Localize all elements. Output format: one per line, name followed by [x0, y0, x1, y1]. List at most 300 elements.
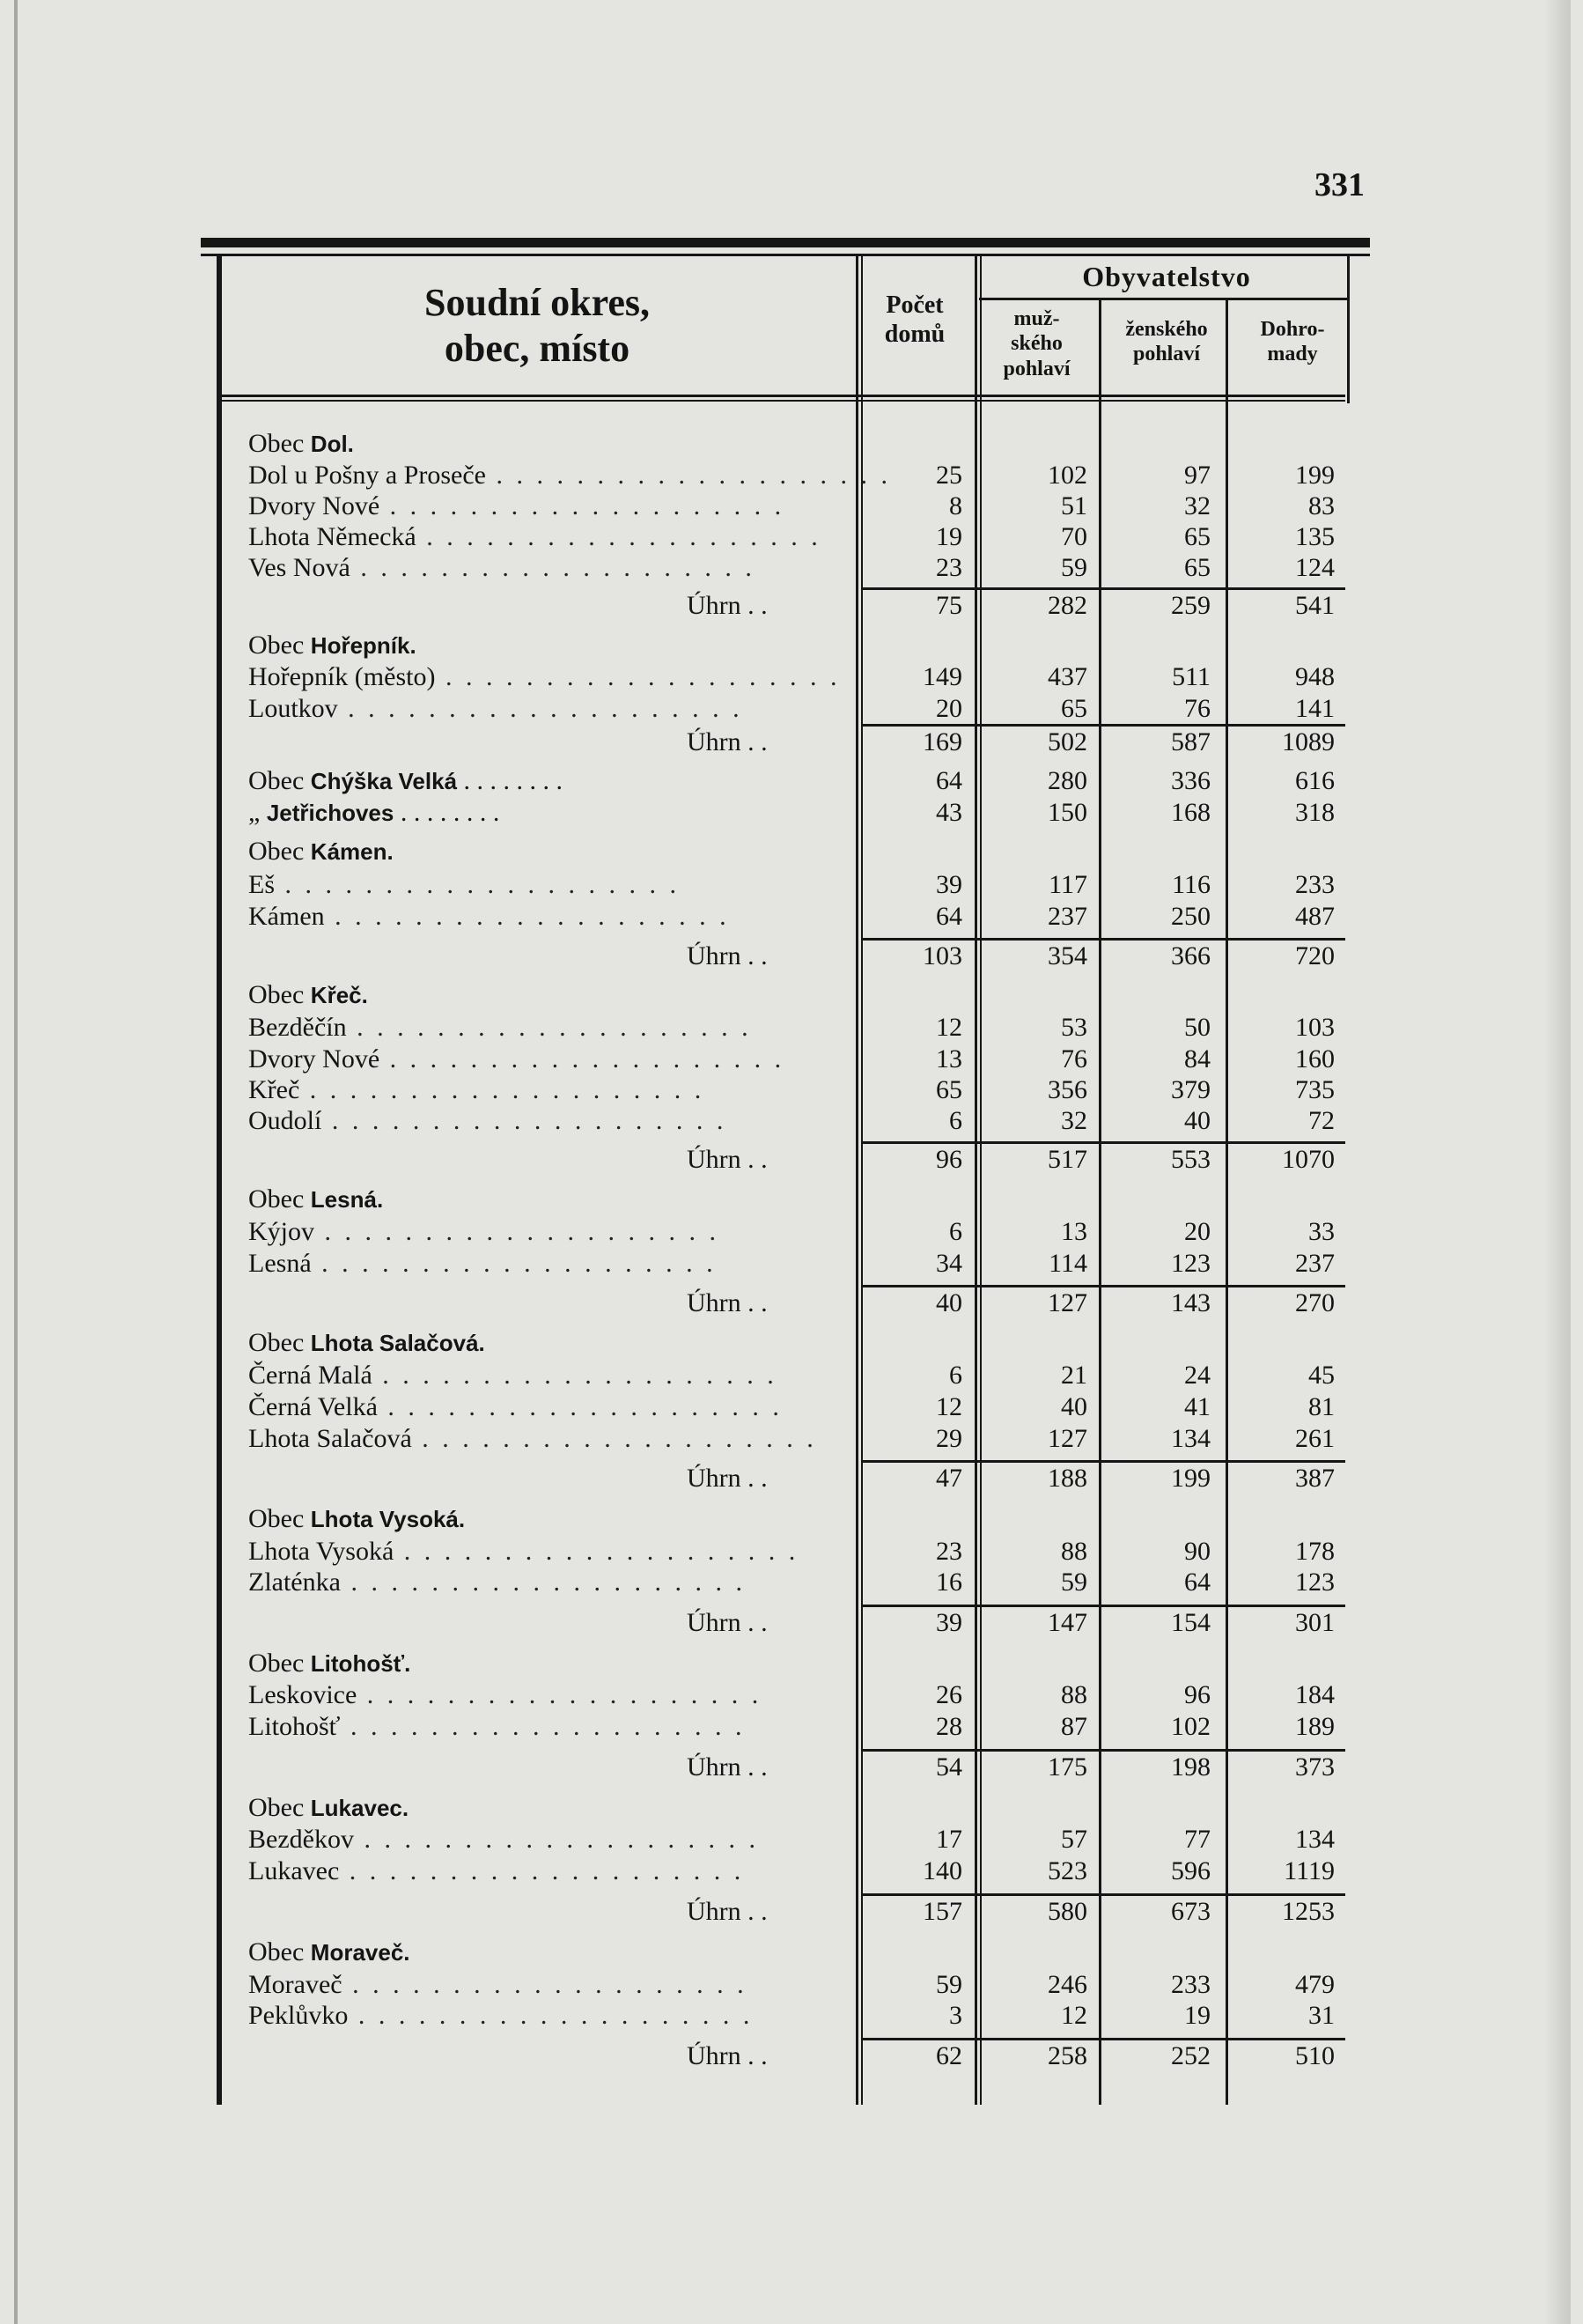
municipality-row [0, 1793, 1583, 1823]
houses-count: 149 [923, 662, 962, 691]
male-count: 175 [1048, 1752, 1087, 1782]
total-count: 45 [1308, 1361, 1335, 1390]
municipality-label [248, 837, 865, 867]
total-row [0, 941, 1583, 971]
place-name [248, 1680, 836, 1710]
table-row [0, 491, 1583, 521]
total-rule [863, 1749, 1345, 1752]
place-name [248, 461, 891, 491]
houses-count: 47 [936, 1464, 962, 1493]
leader-dots: . . . . . . . . . . . . . . . . . . . . [353, 1825, 759, 1854]
male-count: 76 [1061, 1044, 1087, 1073]
total-count: 510 [1295, 2041, 1335, 2070]
total-row [0, 2041, 1583, 2071]
female-count: 64 [1184, 1568, 1211, 1597]
header-male-col [982, 306, 1092, 381]
table-row [0, 662, 1583, 692]
leader-dots: . . . . . . . . . . . . . . . . . . . . [299, 1075, 705, 1104]
female-count: 199 [1171, 1464, 1211, 1493]
place-name-text: Bezděkov [248, 1825, 354, 1854]
total-label: Úhrn . . [687, 1897, 768, 1926]
place-name [248, 1970, 836, 2000]
municipality-row [0, 1504, 1583, 1534]
table-row [0, 1825, 1583, 1855]
total-count: 81 [1308, 1392, 1335, 1421]
male-count: 127 [1048, 1424, 1087, 1453]
municipality-name: Hořepník. [310, 632, 416, 659]
female-count: 379 [1171, 1075, 1211, 1104]
houses-count: 140 [923, 1856, 962, 1885]
total-rule [863, 1460, 1345, 1463]
male-count: 53 [1061, 1013, 1087, 1042]
male-count: 102 [1048, 461, 1087, 490]
municipality-label [248, 1184, 865, 1214]
leader-dots: . . . . . . . . . . . . . . . . . . . . [340, 1712, 746, 1741]
female-count: 336 [1171, 766, 1211, 795]
place-name-text: Kýjov [248, 1217, 314, 1246]
place-name [248, 1424, 836, 1454]
total-label: Úhrn . . [687, 941, 768, 970]
place-name-text: Hořepník (město) [248, 662, 436, 691]
leader-dots: . . . . . . . . [394, 798, 500, 827]
place-name-text: Oudolí [248, 1106, 322, 1135]
header-total-line-2: mady [1267, 343, 1318, 366]
total-count: 261 [1295, 1424, 1335, 1453]
table-top-rule-thin [201, 254, 1370, 256]
male-count: 188 [1048, 1464, 1087, 1493]
male-count: 258 [1048, 2041, 1087, 2070]
houses-count: 157 [923, 1897, 962, 1926]
leader-dots: . . . . . . . . . . . . . . . . . . . . [314, 1217, 719, 1246]
houses-count: 34 [936, 1249, 962, 1278]
total-count: 237 [1295, 1249, 1335, 1278]
total-count: 948 [1295, 662, 1335, 691]
female-count: 154 [1171, 1608, 1211, 1637]
total-rule [863, 1893, 1345, 1896]
houses-count: 169 [923, 727, 962, 756]
table-row [0, 522, 1583, 552]
total-count: 103 [1295, 1013, 1335, 1042]
municipality-row [0, 1328, 1583, 1358]
female-count: 50 [1184, 1013, 1211, 1042]
table-row [0, 1424, 1583, 1454]
total-count: 720 [1295, 941, 1335, 970]
table-row [0, 1970, 1583, 2000]
total-row [0, 1608, 1583, 1638]
total-count: 178 [1295, 1537, 1335, 1566]
male-count: 70 [1061, 522, 1087, 551]
municipality-name: Dol. [310, 431, 354, 457]
municipality-label [248, 1504, 865, 1534]
houses-count: 43 [936, 798, 962, 827]
total-count: 135 [1295, 522, 1335, 551]
place-name [248, 1217, 836, 1247]
place-name-text: Litohošť [248, 1712, 341, 1741]
total-label: Úhrn . . [687, 1464, 768, 1493]
male-count: 282 [1048, 591, 1087, 620]
total-row [0, 1288, 1583, 1318]
male-count: 88 [1061, 1680, 1087, 1709]
total-label: Úhrn . . [687, 1288, 768, 1317]
male-count: 57 [1061, 1825, 1087, 1854]
houses-count: 8 [949, 491, 962, 520]
place-name-text: Dol u Pošny a Proseče [248, 461, 486, 490]
total-rule [863, 1605, 1345, 1607]
total-count: 31 [1308, 2001, 1335, 2030]
header-name-line-1: Soudní okres, [424, 281, 650, 324]
table-row [0, 1537, 1583, 1567]
total-rule [863, 2038, 1345, 2040]
total-label: Úhrn . . [687, 591, 768, 620]
houses-count: 103 [923, 941, 962, 970]
place-name-text: Leskovice [248, 1680, 357, 1709]
total-row [0, 1464, 1583, 1494]
female-count: 40 [1184, 1106, 1211, 1135]
place-name [248, 1825, 836, 1855]
municipality-prefix: Obec [248, 1184, 311, 1214]
header-total-line-1: Dohro- [1260, 318, 1325, 341]
place-name [248, 870, 836, 900]
municipality-name: Lesná. [310, 1186, 384, 1213]
female-count: 90 [1184, 1537, 1211, 1566]
male-count: 147 [1048, 1608, 1087, 1637]
houses-count: 75 [936, 591, 962, 620]
place-name-text: Moraveč [248, 1970, 342, 1999]
municipality-prefix: Obec [248, 1328, 311, 1357]
table-row [0, 1680, 1583, 1710]
place-name [248, 553, 836, 583]
place-name-text: Lhota Vysoká [248, 1537, 394, 1566]
table-row [0, 461, 1583, 491]
female-count: 259 [1171, 591, 1211, 620]
total-rule [863, 724, 1345, 727]
municipality-label [248, 1328, 865, 1358]
total-count: 1070 [1282, 1145, 1335, 1174]
place-name-text: Dvory Nové [248, 1044, 380, 1073]
place-name [248, 902, 836, 932]
municipality-row [0, 798, 1583, 828]
male-count: 502 [1048, 727, 1087, 756]
total-count: 189 [1295, 1712, 1335, 1741]
municipality-name: Křeč. [310, 982, 368, 1008]
female-count: 366 [1171, 941, 1211, 970]
municipality-prefix: Obec [248, 1649, 311, 1678]
male-count: 40 [1061, 1392, 1087, 1421]
houses-count: 26 [936, 1680, 962, 1709]
total-count: 83 [1308, 491, 1335, 520]
leader-dots: . . . . . . . . . . . . . . . . . . . . [379, 1044, 785, 1073]
male-count: 127 [1048, 1288, 1087, 1317]
total-count: 33 [1308, 1217, 1335, 1246]
female-count: 673 [1171, 1897, 1211, 1926]
municipality-prefix: Obec [248, 631, 311, 660]
place-name [248, 1856, 836, 1886]
houses-count: 6 [949, 1361, 962, 1390]
table-row [0, 553, 1583, 583]
header-houses-line-2: domů [884, 321, 946, 349]
female-count: 233 [1171, 1970, 1211, 1999]
total-count: 301 [1295, 1608, 1335, 1637]
female-count: 134 [1171, 1424, 1211, 1453]
leader-dots: . . . . . . . . . . . . . . . . . . . . [337, 694, 743, 723]
total-count: 487 [1295, 902, 1335, 931]
place-name [248, 1013, 836, 1043]
houses-count: 62 [936, 2041, 962, 2070]
municipality-row [0, 837, 1583, 867]
male-count: 354 [1048, 941, 1087, 970]
total-count: 387 [1295, 1464, 1335, 1493]
female-count: 596 [1171, 1856, 1211, 1885]
place-name-text: Lhota Německá [248, 522, 416, 551]
houses-count: 20 [936, 694, 962, 723]
place-name-text: Černá Velká [248, 1392, 378, 1421]
municipality-name: Chýška Velká [310, 768, 458, 794]
male-count: 51 [1061, 491, 1087, 520]
female-count: 102 [1171, 1712, 1211, 1741]
total-count: 141 [1295, 694, 1335, 723]
municipality-label [248, 631, 865, 660]
total-count: 479 [1295, 1970, 1335, 1999]
female-count: 41 [1184, 1392, 1211, 1421]
male-count: 114 [1049, 1249, 1087, 1278]
municipality-row [0, 980, 1583, 1010]
municipality-row [0, 1184, 1583, 1214]
place-name-text: Bezděčín [248, 1013, 347, 1042]
table-right-rule [1347, 255, 1350, 403]
table-row [0, 1106, 1583, 1136]
total-row [0, 727, 1583, 757]
municipality-name: Jetřichoves [266, 800, 394, 826]
leader-dots: . . . . . . . . . . . . . . . . . . . . [416, 522, 821, 551]
male-count: 13 [1061, 1217, 1087, 1246]
female-count: 19 [1184, 2001, 1211, 2030]
houses-count: 17 [936, 1825, 962, 1854]
total-count: 199 [1295, 461, 1335, 490]
municipality-label [248, 1649, 865, 1678]
total-rule [863, 587, 1345, 590]
male-count: 32 [1061, 1106, 1087, 1135]
header-female-line-2: pohlaví [1132, 343, 1201, 366]
female-count: 96 [1184, 1680, 1211, 1709]
municipality-row [0, 1937, 1583, 1967]
total-count: 541 [1295, 591, 1335, 620]
male-count: 65 [1061, 694, 1087, 723]
leader-dots: . . . . . . . . . . . . . . . . . . . . [394, 1537, 799, 1566]
place-name [248, 1044, 836, 1074]
leader-dots: . . . . . . . . . . . . . . . . . . . . [411, 1424, 817, 1453]
place-name-text: Eš [248, 870, 275, 899]
houses-count: 40 [936, 1288, 962, 1317]
place-name [248, 1249, 836, 1279]
male-count: 59 [1061, 1568, 1087, 1597]
total-label: Úhrn . . [687, 1752, 768, 1782]
total-count: 1119 [1284, 1856, 1335, 1885]
header-male-line-2: ského [1011, 332, 1063, 356]
total-row [0, 1897, 1583, 1927]
male-count: 280 [1048, 766, 1087, 795]
female-count: 198 [1171, 1752, 1211, 1782]
table-row [0, 1856, 1583, 1886]
leader-dots: . . . . . . . . . . . . . . . . . . . . [339, 1856, 745, 1885]
houses-count: 29 [936, 1424, 962, 1453]
male-count: 523 [1048, 1856, 1087, 1885]
municipality-prefix: Obec [248, 837, 311, 866]
header-male-line-1: muž- [1013, 307, 1060, 330]
leader-dots: . . . . . . . . [457, 766, 563, 795]
place-name-text: Peklůvko [248, 2001, 349, 2030]
houses-count: 16 [936, 1568, 962, 1597]
municipality-label [248, 429, 865, 459]
header-bottom-rule [222, 395, 1345, 397]
male-count: 517 [1048, 1145, 1087, 1174]
houses-count: 96 [936, 1145, 962, 1174]
total-label: Úhrn . . [687, 1145, 768, 1174]
municipality-row [0, 766, 1583, 796]
female-count: 97 [1184, 461, 1211, 490]
female-count: 24 [1184, 1361, 1211, 1390]
municipality-row [0, 631, 1583, 660]
leader-dots: . . . . . . . . . . . . . . . . . . . . [377, 1392, 783, 1421]
leader-dots: . . . . . . . . . . . . . . . . . . . . [372, 1361, 777, 1390]
female-count: 511 [1172, 662, 1211, 691]
header-male-line-3: pohlaví [1003, 357, 1071, 380]
header-population: Obyvatelstvo [1082, 261, 1251, 292]
table-top-rule [201, 238, 1370, 247]
female-count: 168 [1171, 798, 1211, 827]
place-name-text: Dvory Nové [248, 491, 380, 520]
houses-count: 54 [936, 1752, 962, 1782]
municipality-name: Moraveč. [310, 1939, 410, 1966]
place-name-text: Křeč [248, 1075, 300, 1104]
houses-count: 6 [949, 1217, 962, 1246]
female-count: 65 [1184, 522, 1211, 551]
leader-dots: . . . . . . . . . . . . . . . . . . . . [350, 553, 755, 582]
municipality-prefix: Obec [248, 429, 311, 458]
municipality-label [248, 766, 865, 796]
total-count: 124 [1295, 553, 1335, 582]
total-count: 184 [1295, 1680, 1335, 1709]
houses-count: 3 [949, 2001, 962, 2030]
table-row [0, 1361, 1583, 1391]
total-count: 72 [1308, 1106, 1335, 1135]
houses-count: 12 [936, 1013, 962, 1042]
total-count: 1089 [1282, 727, 1335, 756]
houses-count: 39 [936, 1608, 962, 1637]
header-houses-col [867, 291, 962, 349]
total-row [0, 591, 1583, 621]
place-name [248, 1537, 836, 1567]
total-count: 233 [1295, 870, 1335, 899]
houses-count: 13 [936, 1044, 962, 1073]
leader-dots: . . . . . . . . . . . . . . . . . . . . [340, 1568, 746, 1597]
houses-count: 23 [936, 1537, 962, 1566]
houses-count: 28 [936, 1712, 962, 1741]
female-count: 65 [1184, 553, 1211, 582]
total-rule [863, 1285, 1345, 1287]
houses-count: 19 [936, 522, 962, 551]
header-female-col [1105, 317, 1228, 367]
place-name-text: Zlaténka [248, 1568, 341, 1597]
male-count: 437 [1048, 662, 1087, 691]
header-name-col [352, 280, 722, 372]
houses-count: 39 [936, 870, 962, 899]
female-count: 143 [1171, 1288, 1211, 1317]
place-name-text: Loutkov [248, 694, 338, 723]
header-female-line-1: ženského [1125, 318, 1208, 341]
total-rule [863, 938, 1345, 941]
place-name [248, 694, 836, 724]
female-count: 123 [1171, 1249, 1211, 1278]
table-row [0, 902, 1583, 932]
table-row [0, 1249, 1583, 1279]
leader-dots: . . . . . . . . . . . . . . . . . . . . [357, 1680, 762, 1709]
total-count: 123 [1295, 1568, 1335, 1597]
place-name [248, 491, 836, 521]
table-row [0, 1044, 1583, 1074]
houses-count: 64 [936, 902, 962, 931]
total-count: 160 [1295, 1044, 1335, 1073]
female-count: 116 [1172, 870, 1211, 899]
municipality-row [0, 429, 1583, 459]
table-row [0, 1392, 1583, 1422]
header-population-rule [979, 298, 1349, 300]
place-name [248, 1075, 836, 1105]
header-houses-line-1: Počet [886, 291, 944, 319]
male-count: 12 [1061, 2001, 1087, 2030]
leader-dots: . . . . . . . . . . . . . . . . . . . . [321, 1106, 727, 1135]
header-bottom-rule-2 [222, 400, 1345, 402]
place-name [248, 1106, 836, 1136]
place-name [248, 1568, 836, 1597]
municipality-prefix: „ [248, 798, 267, 827]
total-label: Úhrn . . [687, 1608, 768, 1637]
table-row [0, 1075, 1583, 1105]
male-count: 150 [1048, 798, 1087, 827]
total-count: 134 [1295, 1825, 1335, 1854]
place-name-text: Lesná [248, 1249, 312, 1278]
municipality-prefix: Obec [248, 1504, 311, 1533]
total-count: 735 [1295, 1075, 1335, 1104]
table-row [0, 1013, 1583, 1043]
table-row [0, 1568, 1583, 1597]
place-name-text: Černá Malá [248, 1361, 372, 1390]
place-name [248, 1361, 836, 1391]
header-name-line-2: obec, místo [444, 326, 630, 370]
total-count: 1253 [1282, 1897, 1335, 1926]
place-name [248, 522, 836, 552]
municipality-label [248, 1937, 865, 1967]
houses-count: 12 [936, 1392, 962, 1421]
municipality-prefix: Obec [248, 1937, 311, 1966]
female-count: 76 [1184, 694, 1211, 723]
total-label: Úhrn . . [687, 727, 768, 756]
female-count: 32 [1184, 491, 1211, 520]
place-name [248, 1712, 836, 1742]
female-count: 587 [1171, 727, 1211, 756]
houses-count: 65 [936, 1075, 962, 1104]
place-name [248, 1392, 836, 1422]
leader-dots: . . . . . . . . . . . . . . . . . . . . [311, 1249, 717, 1278]
male-count: 21 [1061, 1361, 1087, 1390]
municipality-name: Lhota Salačová. [310, 1330, 485, 1356]
male-count: 117 [1049, 870, 1087, 899]
female-count: 77 [1184, 1825, 1211, 1854]
leader-dots: . . . . . . . . . . . . . . . . . . . . [346, 1013, 752, 1042]
place-name [248, 662, 841, 692]
municipality-prefix: Obec [248, 980, 311, 1009]
leader-dots: . . . . . . . . . . . . . . . . . . . . [379, 491, 785, 520]
houses-count: 23 [936, 553, 962, 582]
